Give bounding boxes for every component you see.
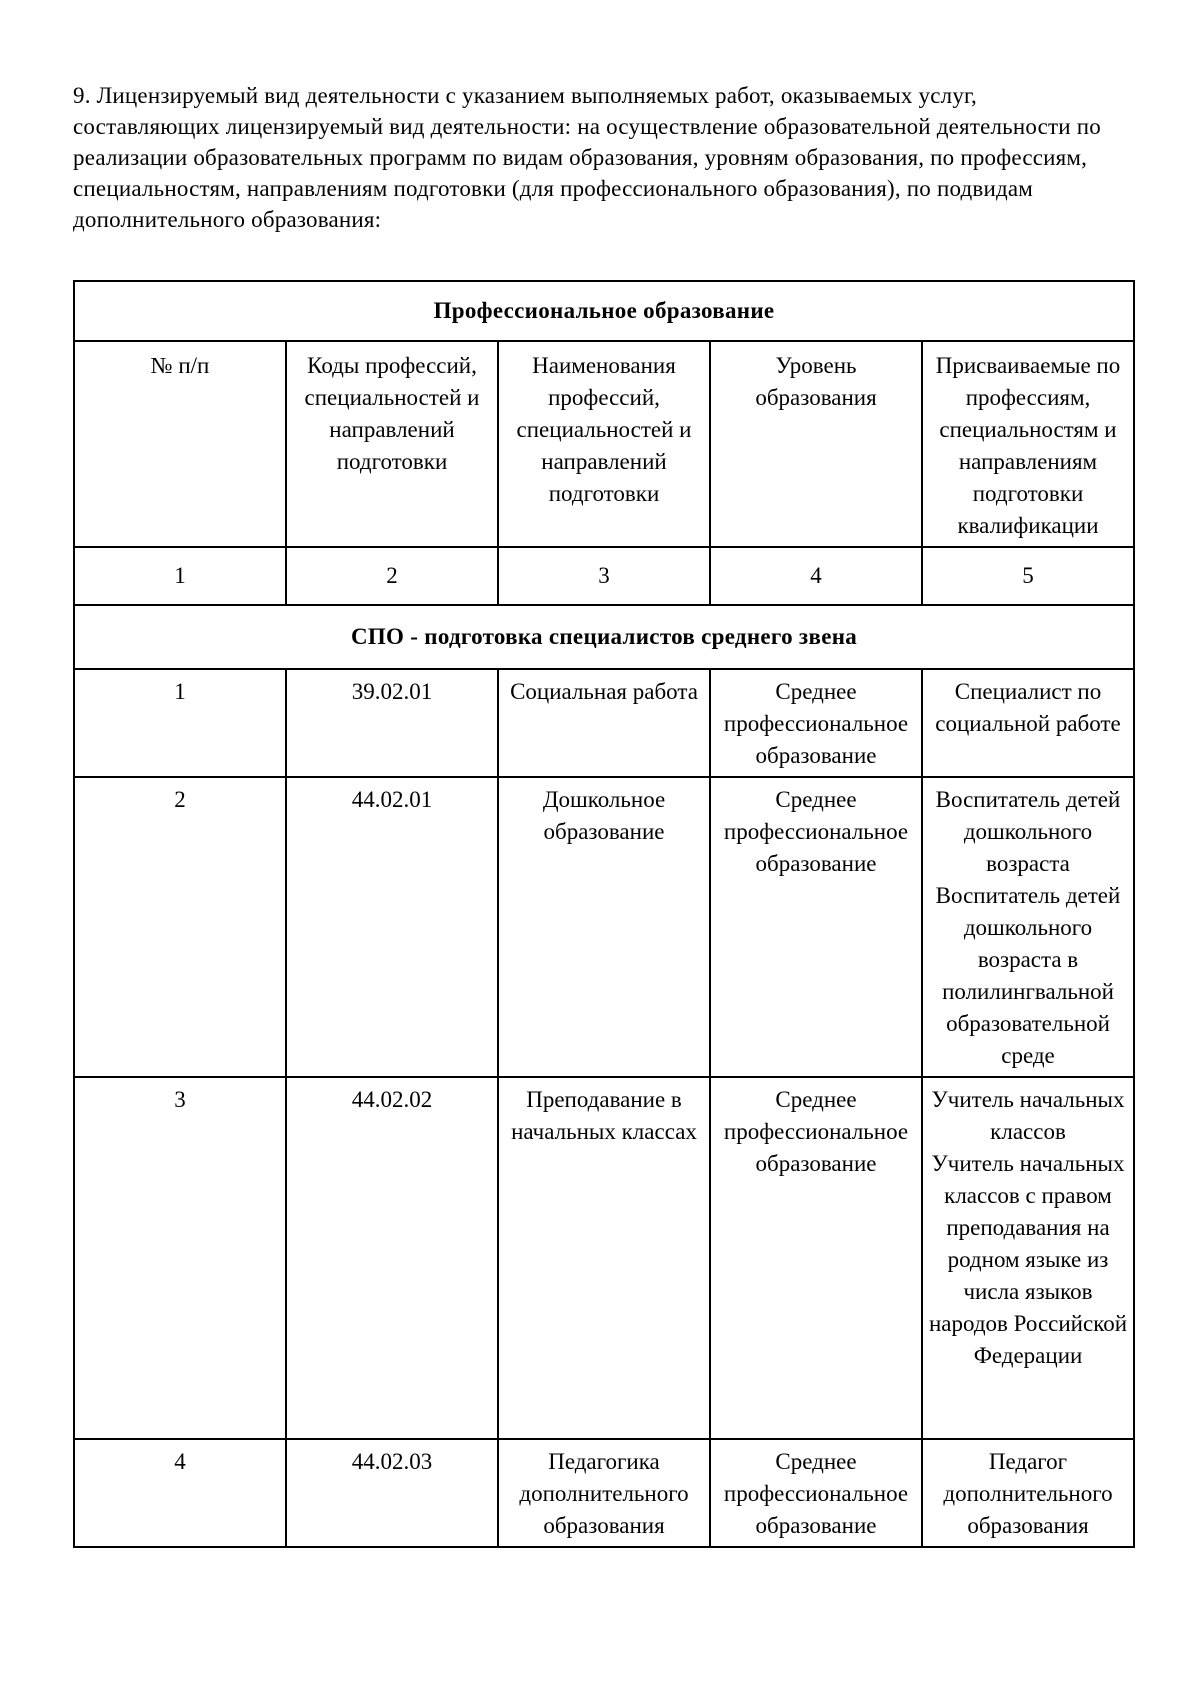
cell-qualifications [922, 669, 1134, 777]
column-numbers-row [74, 547, 1134, 605]
qualification-line: Учитель начальных классов с правом преподавания на родном языке из числа языков народов Российской Федерации [929, 1151, 1128, 1368]
cell-num: 2 [74, 777, 286, 1077]
cell-qualifications [922, 1439, 1134, 1547]
cell-level: Среднее профессиональное образование [710, 777, 922, 1077]
intro-paragraph: 9. Лицензируемый вид деятельности с указанием выполняемых работ, оказываемых услуг, составляющих лицензируемый вид деятельности: на осуществление образовательной деятельности по реализации образовательных программ по видам образования, уровням образования, по профессиям, специальностям, направлениям подготовки (для профессионального образования), по подвидам дополнительного образования: [73, 83, 1101, 232]
cell-code: 44.02.03 [286, 1439, 498, 1547]
cell-code: 44.02.01 [286, 777, 498, 1077]
column-header-level: Уровень образования [710, 341, 922, 547]
table-row [74, 669, 1134, 777]
cell-qualifications [922, 1077, 1134, 1439]
column-header-codes: Коды профессий, специальностей и направлений подготовки [286, 341, 498, 547]
table-title: Профессиональное образование [74, 281, 1134, 341]
table-row [74, 777, 1134, 1077]
table-row [74, 1439, 1134, 1547]
cell-level: Среднее профессиональное образование [710, 1439, 922, 1547]
cell-name: Дошкольное образование [498, 777, 710, 1077]
table-title-row [74, 281, 1134, 341]
column-number: 4 [710, 547, 922, 605]
qualification-line: Специалист по социальной работе [935, 679, 1121, 736]
qualification-line: Воспитатель детей дошкольного возраста [935, 787, 1121, 876]
column-header-names: Наименования профессий, специальностей и направлений подготовки [498, 341, 710, 547]
qualification-line: Воспитатель детей дошкольного возраста в полилингвальной образовательной среде [935, 883, 1121, 1068]
cell-name: Преподавание в начальных классах [498, 1077, 710, 1439]
professional-education-table [73, 280, 1135, 1548]
column-number: 3 [498, 547, 710, 605]
cell-name: Педагогика дополнительного образования [498, 1439, 710, 1547]
cell-num: 3 [74, 1077, 286, 1439]
cell-level: Среднее профессиональное образование [710, 1077, 922, 1439]
qualification-line: Педагог дополнительного образования [943, 1449, 1113, 1538]
cell-level: Среднее профессиональное образование [710, 669, 922, 777]
cell-qualifications [922, 777, 1134, 1077]
cell-num: 4 [74, 1439, 286, 1547]
cell-name: Социальная работа [498, 669, 710, 777]
column-number: 2 [286, 547, 498, 605]
column-number: 1 [74, 547, 286, 605]
section-header: СПО - подготовка специалистов среднего звена [74, 605, 1134, 669]
table-row [74, 1077, 1134, 1439]
section-header-row [74, 605, 1134, 669]
column-number: 5 [922, 547, 1134, 605]
cell-code: 44.02.02 [286, 1077, 498, 1439]
column-header-qualifications: Присваиваемые по профессиям, специальностям и направлениям подготовки квалификации [922, 341, 1134, 547]
cell-num: 1 [74, 669, 286, 777]
qualification-line: Учитель начальных классов [931, 1087, 1125, 1144]
column-header-index: № п/п [74, 341, 286, 547]
cell-code: 39.02.01 [286, 669, 498, 777]
table-header-row [74, 341, 1134, 547]
